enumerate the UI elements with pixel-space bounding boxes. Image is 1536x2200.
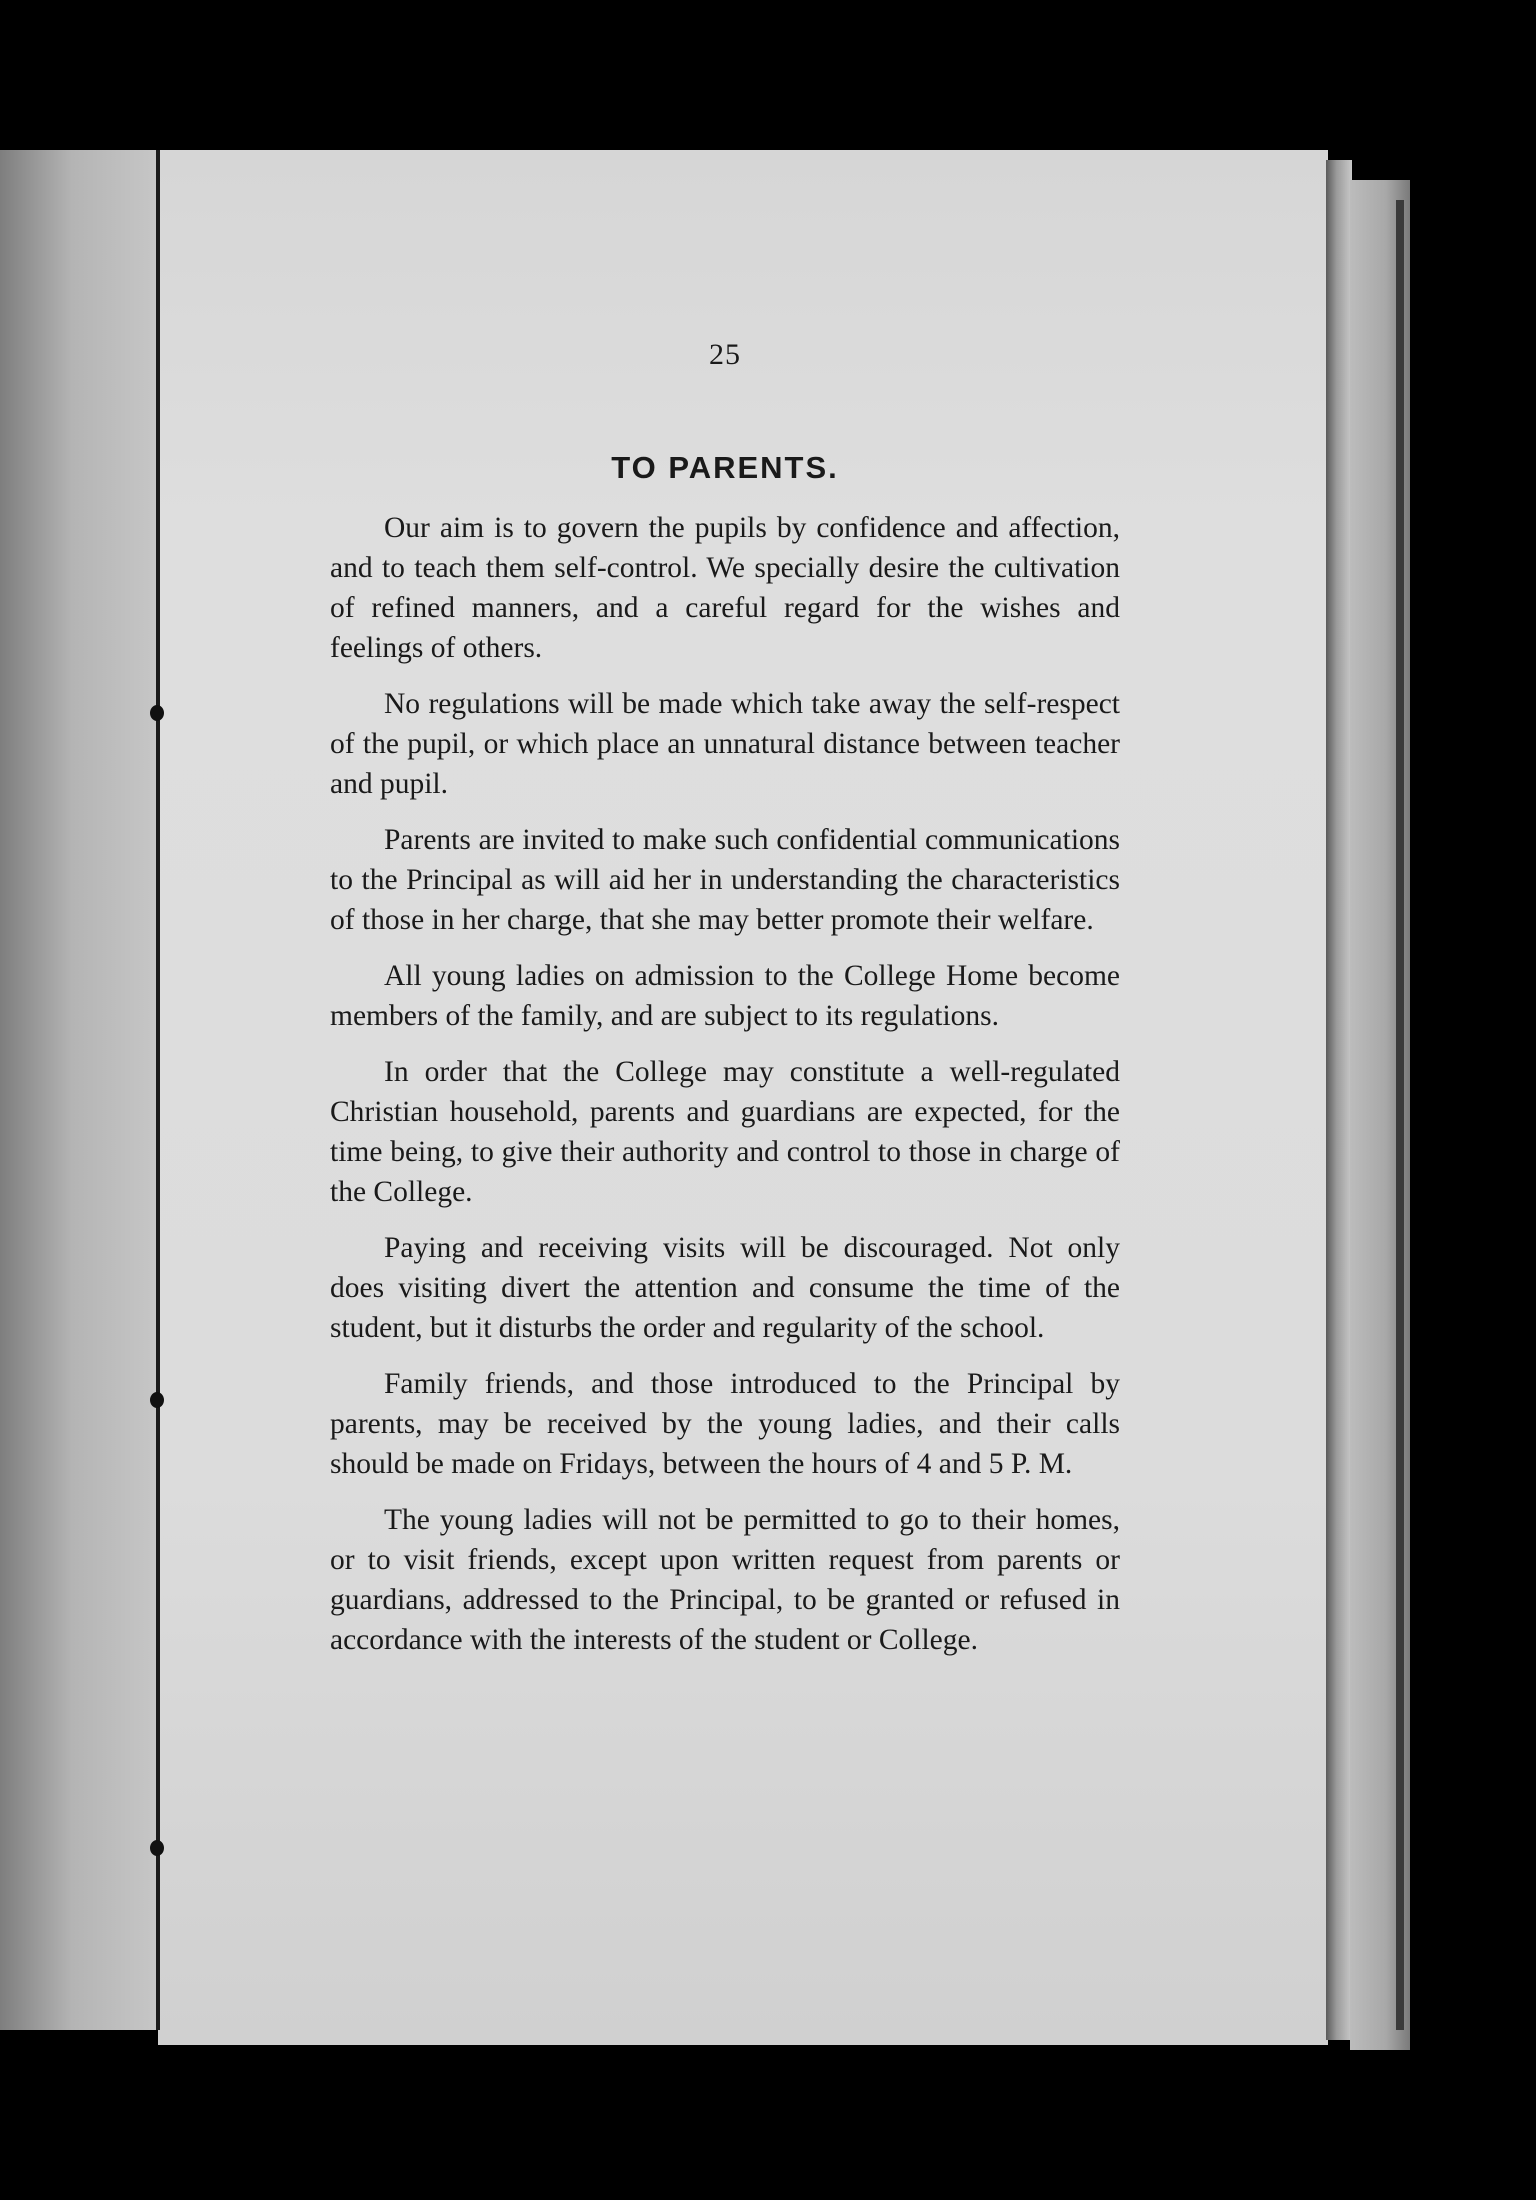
paragraph: No regulations will be made which take away the self-respect of the pupil, or which place an unnatural distance between teacher and pupil. — [330, 688, 1120, 800]
stacked-pages-edge — [1350, 180, 1410, 2050]
paragraph: In order that the College may constitute a well-regulated Christian household, parents and guardians are expected, for the time being, to give their authority and control to those in charge of the College. — [330, 1056, 1120, 1208]
book-gutter — [156, 150, 160, 2030]
left-page-edge — [0, 150, 160, 2030]
paragraph: Our aim is to govern the pupils by confidence and affection, and to teach them self-control. We specially desire the cultivation of refined manners, and a careful regard for the wishes and feelings of others. — [330, 512, 1120, 664]
paragraph: All young ladies on admission to the College Home become members of the family, and are subject to its regulations. — [330, 960, 1120, 1032]
paragraph: Paying and receiving visits will be discouraged. Not only does visiting divert the attention and consume the time of the student, but it disturbs the order and regularity of the school. — [330, 1232, 1120, 1344]
paragraph: Parents are invited to make such confidential communications to the Principal as will aid her in understanding the characteristics of those in her charge, that she may better promote their welfare. — [330, 824, 1120, 936]
binding-stitch-mark — [150, 1392, 164, 1408]
paragraph: The young ladies will not be permitted to go to their homes, or to visit friends, except upon written request from parents or guardians, addressed to the Principal, to be granted or refused in accordance with the interests of the student or College. — [330, 1504, 1120, 1656]
right-page-shadow — [1326, 160, 1352, 2040]
paragraph: Family friends, and those introduced to the Principal by parents, may be received by the young ladies, and their calls should be made on Fridays, between the hours of 4 and 5 P. M. — [330, 1368, 1120, 1480]
binding-stitch-mark — [150, 705, 164, 721]
page-text — [330, 320, 1120, 1676]
binding-stitch-mark — [150, 1840, 164, 1856]
section-heading: TO PARENTS. — [611, 450, 839, 485]
page-number: 25 — [709, 338, 741, 371]
